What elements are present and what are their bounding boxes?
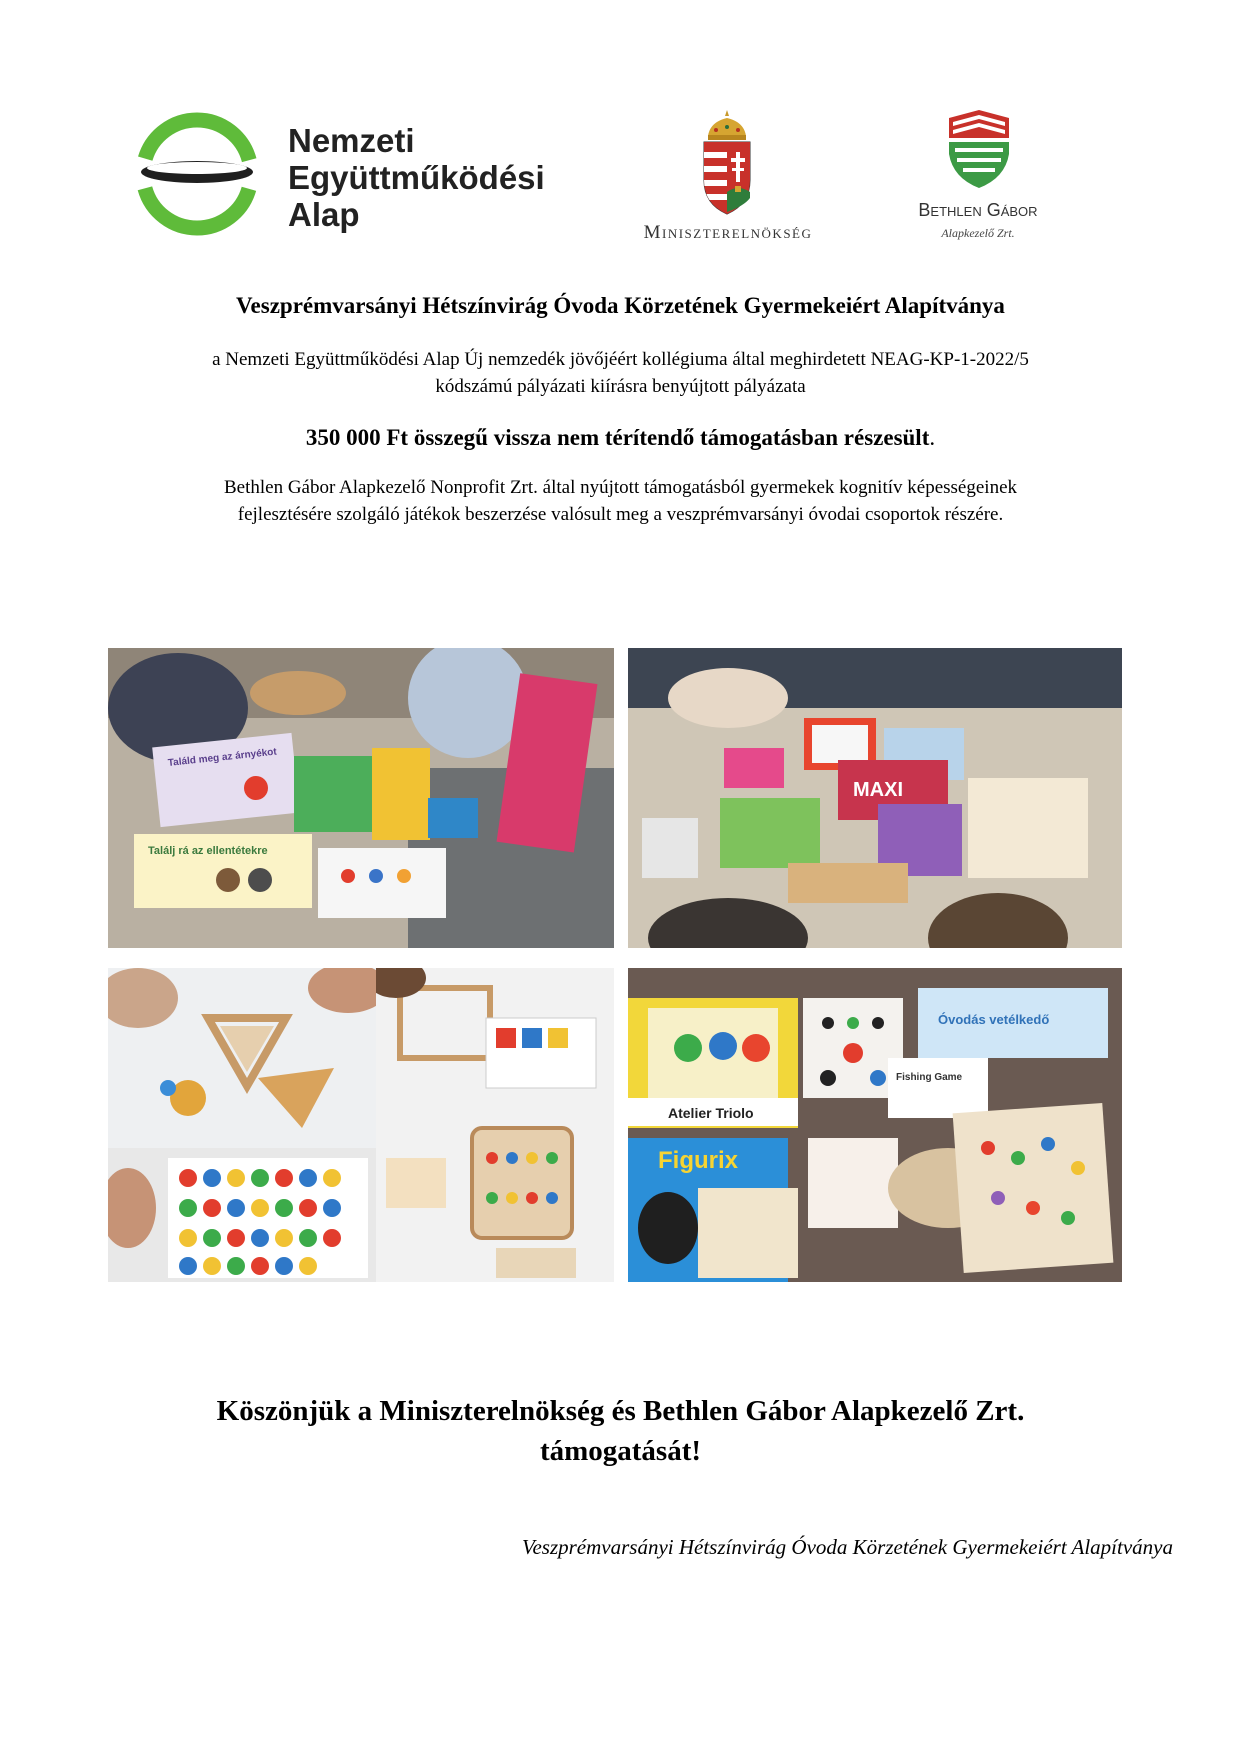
photo-logic-boards [376, 968, 614, 1282]
nea-logo [133, 110, 593, 245]
photo-board-games [628, 648, 1122, 948]
box-label-fishing: Fishing Game [896, 1072, 963, 1083]
description-line-1: Bethlen Gábor Alapkezelő Nonprofit Zrt. által nyújtott támogatásból gyermekek kognitív képességeinek [223, 477, 1018, 498]
nea-line2: Együttműködési [288, 159, 545, 196]
nea-line1: Nemzeti [288, 122, 415, 159]
nea-ring-icon [133, 110, 261, 238]
box-label-maxi: MAXI [853, 779, 903, 801]
miniszterelnokseg-name: Miniszterelnökség [643, 222, 813, 243]
photo-game-boxes [628, 968, 1122, 1282]
hungarian-coat-of-arms-icon [698, 108, 756, 218]
box-label-talalj: Találj rá az ellentétekre [148, 845, 268, 857]
bethlen-sub: Alapkezelő Zrt. [941, 226, 1015, 240]
grant-amount-bold: 350 000 Ft összegű vissza nem térítendő támogatásban részesült [305, 425, 930, 450]
photo-memory-dots [108, 1148, 376, 1282]
description [60, 474, 1181, 528]
thanks-text [60, 1391, 1181, 1471]
thanks-line-1: Köszönjük a Miniszterelnökség és Bethlen Gábor Alapkezelő Zrt. [216, 1395, 1025, 1427]
bethlen-name: Bethlen Gábor [918, 200, 1038, 220]
box-label-figurix: Figurix [658, 1147, 739, 1174]
grant-amount [60, 425, 1181, 451]
intro-text [60, 346, 1181, 400]
bethlen-gabor-logo [898, 108, 1058, 248]
thanks-line-2: támogatását! [539, 1435, 702, 1467]
box-label-ovodas: Óvodás vetélkedő [938, 1012, 1050, 1027]
org-title: Veszprémvarsányi Hétszínvirág Óvoda Körzetének Gyermekeiért Alapítványa [236, 293, 1005, 318]
intro-line-1: a Nemzeti Együttműködési Alap Új nemzedék jövőjéért kollégiuma által meghirdetett NEAG-KP-1-2022/5 [212, 349, 1029, 370]
intro-line-2: kódszámú pályázati kiírásra benyújtott pályázata [435, 376, 806, 397]
nea-line3: Alap [288, 196, 360, 233]
photo-games-on-carpet [108, 648, 614, 948]
miniszterelnokseg-logo [603, 108, 853, 248]
signature: Veszprémvarsányi Hétszínvirág Óvoda Körzetének Gyermekeiért Alapítványa [521, 1535, 1173, 1559]
bethlen-shield-icon [945, 108, 1013, 190]
nea-logo-text [288, 122, 545, 233]
box-label-talald: Találd meg az árnyékot [167, 746, 278, 769]
description-line-2: fejlesztésére szolgáló játékok beszerzése valósult meg a veszprémvarsányi óvodai csoportok részére. [237, 504, 1004, 525]
box-label-atelier: Atelier Triolo [668, 1105, 754, 1121]
grant-amount-period: . [929, 425, 936, 450]
photo-pattern-blocks [108, 968, 376, 1148]
